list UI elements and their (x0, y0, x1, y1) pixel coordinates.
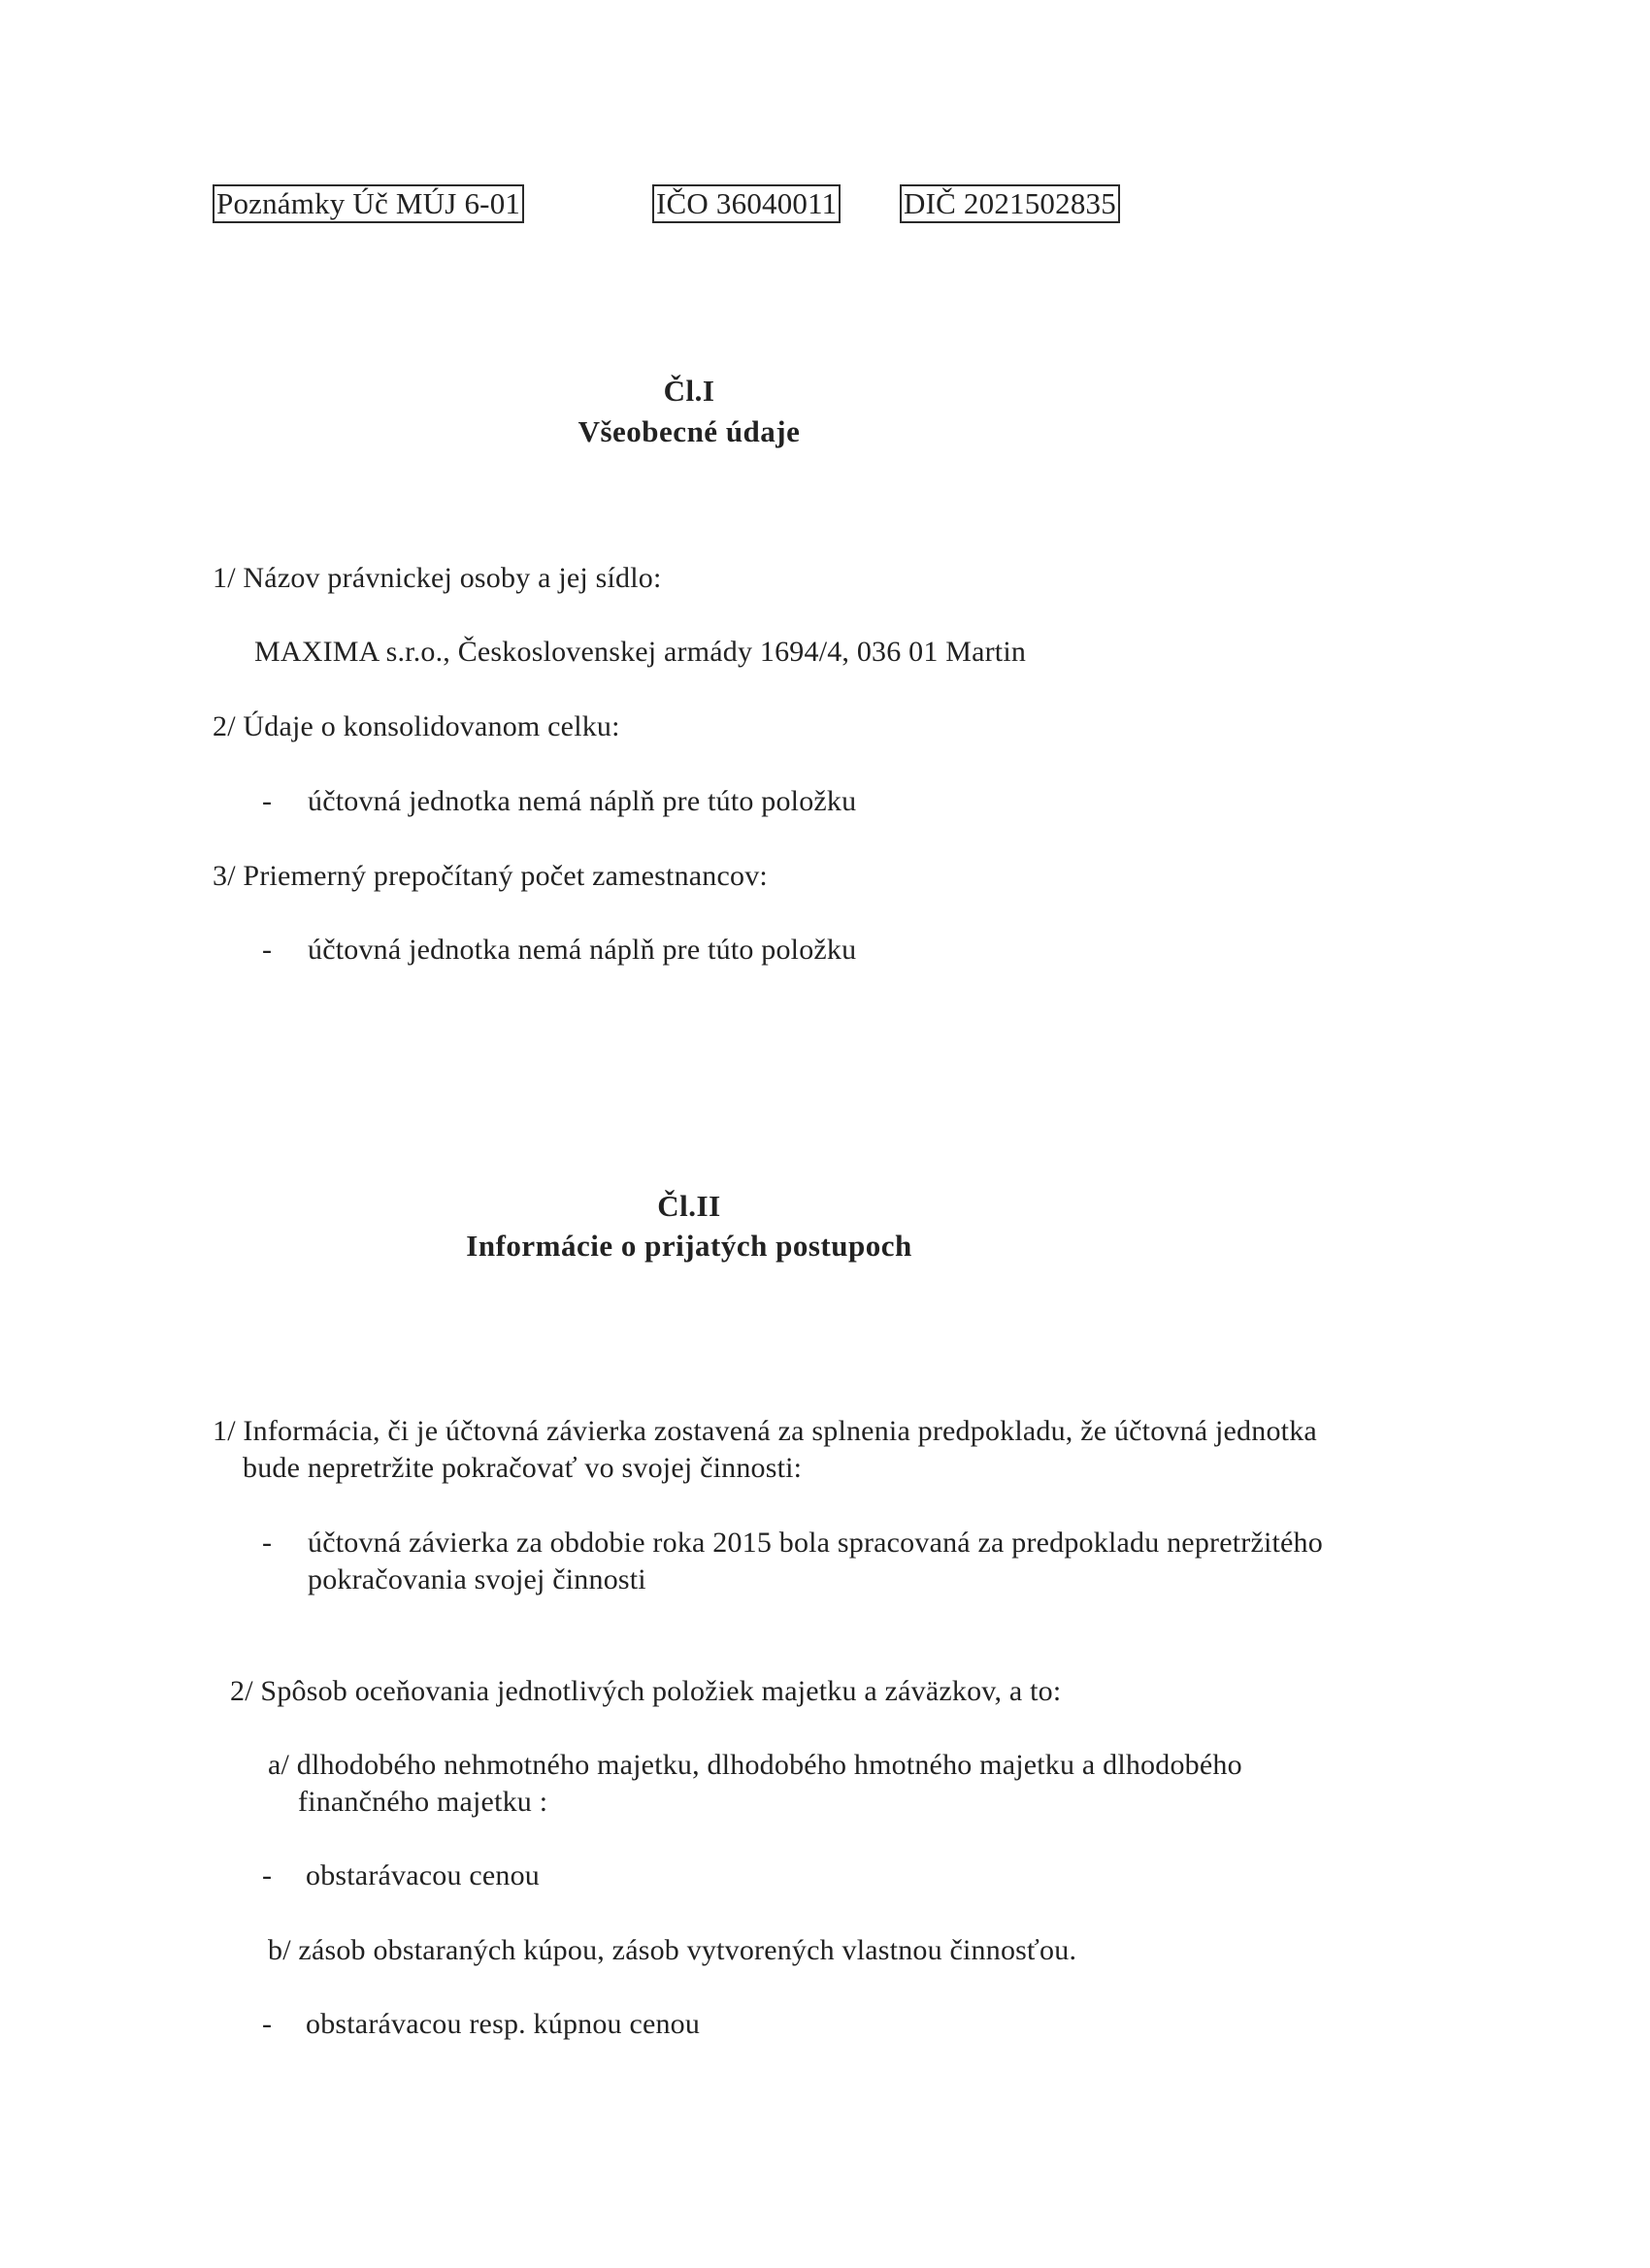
article2-item1-label-line2: bude nepretržite pokračovať vo svojej činnosti: (243, 1452, 803, 1484)
article1-item1-label: 1/ Názov právnickej osoby a jej sídlo: (213, 562, 662, 594)
article2-item1-value-line1: účtovná závierka za obdobie roka 2015 bola spracovaná za predpokladu nepretržitého (308, 1527, 1323, 1559)
article2-item1-value-line2: pokračovania svojej činnosti (308, 1563, 646, 1595)
article1-number: Čl.I (663, 374, 715, 408)
bullet-dash: - (262, 1527, 272, 1559)
bullet-dash: - (262, 785, 272, 817)
bullet-dash: - (262, 1859, 272, 1891)
header-box-poznamky: Poznámky Úč MÚJ 6-01 (213, 184, 524, 223)
article1-item3-value: účtovná jednotka nemá náplň pre túto položku (308, 934, 857, 966)
article1-title: Všeobecné údaje (578, 414, 801, 448)
article2-item2a-label-line1: a/ dlhodobého nehmotného majetku, dlhodobého hmotného majetku a dlhodobého (268, 1749, 1242, 1781)
article2-item2a-value: obstarávacou cenou (306, 1859, 540, 1891)
article2-item1-label-line1: 1/ Informácia, či je účtovná závierka zostavená za splnenia predpokladu, že účtovná jednotka (213, 1415, 1317, 1447)
article2-title: Informácie o prijatých postupoch (466, 1229, 912, 1263)
bullet-dash: - (262, 2008, 272, 2040)
header-box-ico: IČO 36040011 (652, 184, 841, 223)
header-box-dic: DIČ 2021502835 (900, 184, 1120, 223)
article1-item2-label: 2/ Údaje o konsolidovanom celku: (213, 710, 620, 742)
article2-item2b-label: b/ zásob obstaraných kúpou, zásob vytvorených vlastnou činnosťou. (268, 1934, 1077, 1966)
bullet-dash: - (262, 934, 272, 966)
article2-item2a-label-line2: finančného majetku : (298, 1786, 548, 1818)
article1-item1-value: MAXIMA s.r.o., Československej armády 1694/4, 036 01 Martin (254, 636, 1027, 668)
article1-item3-label: 3/ Priemerný prepočítaný počet zamestnancov: (213, 860, 768, 892)
article1-item2-value: účtovná jednotka nemá náplň pre túto položku (308, 785, 857, 817)
article2-number: Čl.II (657, 1189, 721, 1223)
article2-item2b-value: obstarávacou resp. kúpnou cenou (306, 2008, 701, 2040)
article2-item2-label: 2/ Spôsob oceňovania jednotlivých položiek majetku a záväzkov, a to: (230, 1675, 1062, 1707)
